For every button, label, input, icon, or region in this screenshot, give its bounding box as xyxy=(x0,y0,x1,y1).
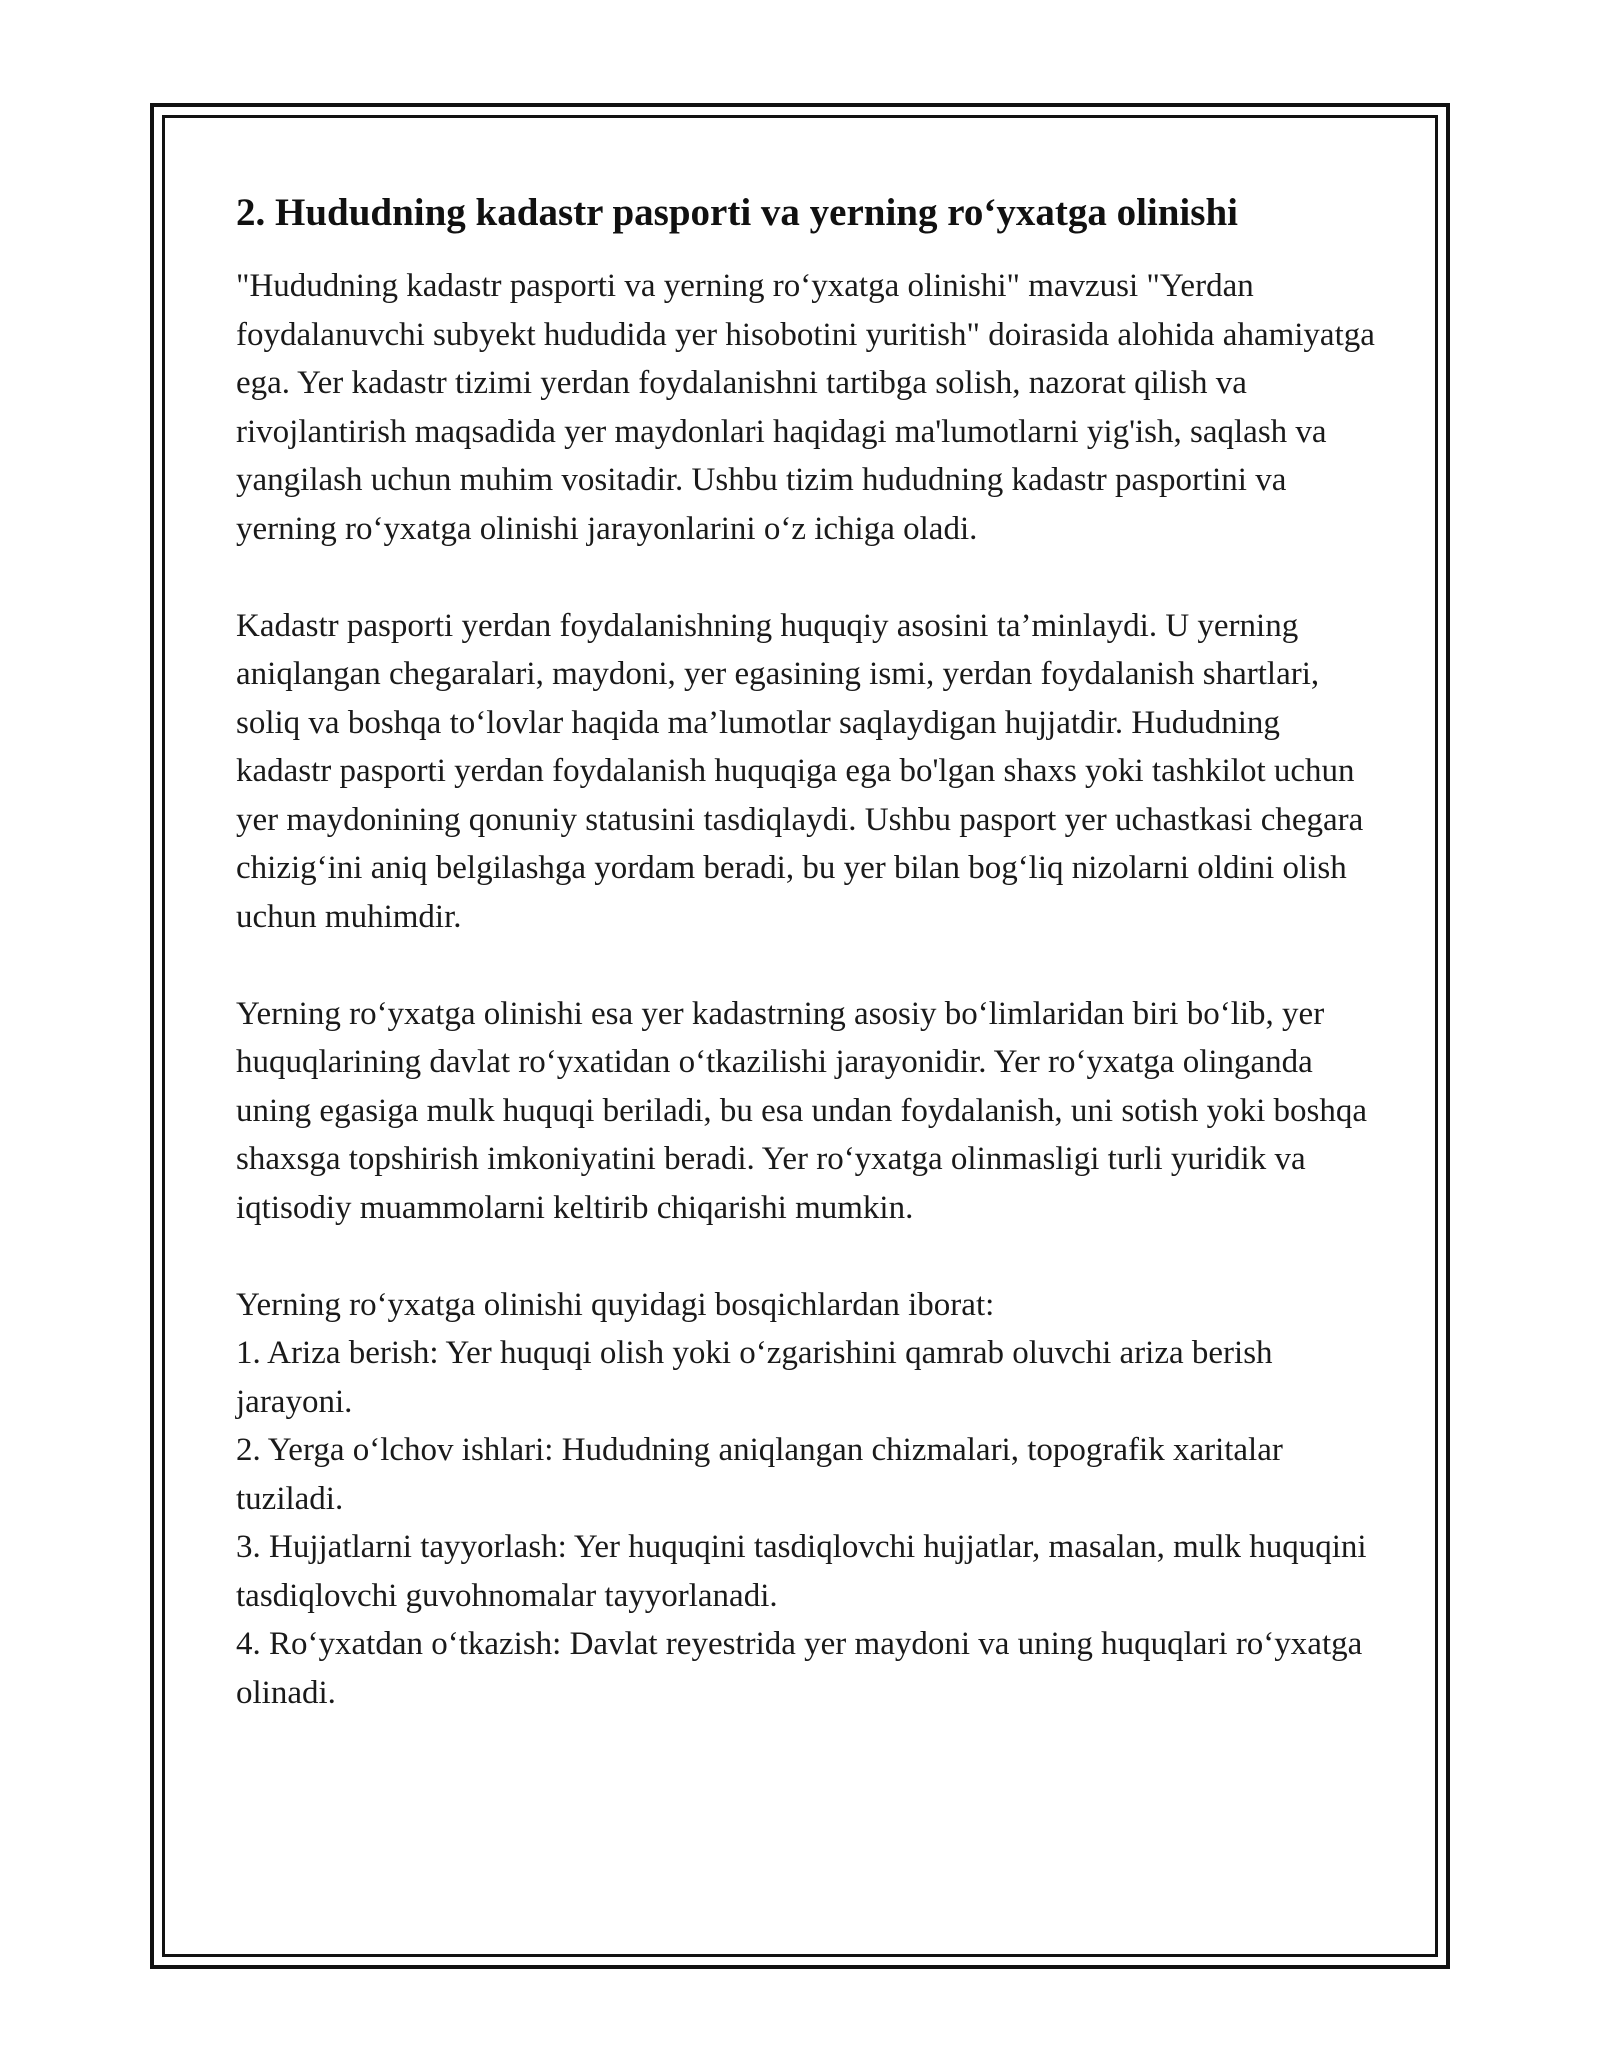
stages-list xyxy=(236,1281,1376,1718)
list-item: 2. Yerga o‘lchov ishlari: Hududning aniqlangan chizmalari, topografik xaritalar tuziladi. xyxy=(236,1432,1283,1517)
stages-list-intro: Yerning ro‘yxatga olinishi quyidagi bosqichlardan iborat: xyxy=(236,1286,995,1323)
list-item: 3. Hujjatlarni tayyorlash: Yer huquqini tasdiqlovchi hujjatlar, masalan, mulk huquqini tasdiqlovchi guvohnomalar tayyorlanadi. xyxy=(236,1529,1367,1614)
list-item: 4. Ro‘yxatdan o‘tkazish: Davlat reyestrida yer maydoni va uning huquqlari ro‘yxatga olinadi. xyxy=(236,1626,1363,1711)
paragraph-intro: "Hududning kadastr pasporti va yerning ro‘yxatga olinishi" mavzusi "Yerdan foydalanuvchi subyekt hududida yer hisobotini yuritish" doirasida alohida ahamiyatga ega. Yer kadastr tizimi yerdan foydalanishni tartibga solish, nazorat qilish va rivojlantirish maqsadida yer maydonlari haqidagi ma'lumotlarni yig'ish, saqlash va yangilash uchun muhim vositadir. Ushbu tizim hududning kadastr pasportini va yerning ro‘yxatga olinishi jarayonlarini o‘z ichiga oladi. xyxy=(236,268,1375,547)
paragraph-royxatga-olinishi: Yerning ro‘yxatga olinishi esa yer kadastrning asosiy bo‘limlaridan biri bo‘lib, yer huquqlarining davlat ro‘yxatidan o‘tkazilishi jarayonidir. Yer ro‘yxatga olinganda uning egasiga mulk huquqi beriladi, bu esa undan foydalanish, uni sotish yoki boshqa shaxsga topshirish imkoniyatini beradi. Yer ro‘yxatga olinmasligi turli yuridik va iqtisodiy muammolarni keltirib chiqarishi mumkin. xyxy=(236,995,1368,1226)
section-title: 2. Hududning kadastr pasporti va yerning ro‘yxatga olinishi xyxy=(236,191,1238,234)
list-item: 1. Ariza berish: Yer huquqi olish yoki o‘zgarishini qamrab oluvchi ariza berish jarayoni. xyxy=(236,1335,1273,1420)
document-body xyxy=(236,188,1376,1717)
paragraph-kadastr-pasport: Kadastr pasporti yerdan foydalanishning huquqiy asosini ta’minlaydi. U yerning aniqlangan chegaralari, maydoni, yer egasining ismi, yerdan foydalanish shartlari, soliq va boshqa to‘lovlar haqida ma’lumotlar saqlaydigan hujjatdir. Hududning kadastr pasporti yerdan foydalanish huquqiga ega bo'lgan shaxs yoki tashkilot uchun yer maydonining qonuniy statusini tasdiqlaydi. Ushbu pasport yer uchastkasi chegara chizig‘ini aniq belgilashga yordam beradi, bu yer bilan bog‘liq nizolarni oldini olish uchun muhimdir. xyxy=(236,607,1364,935)
